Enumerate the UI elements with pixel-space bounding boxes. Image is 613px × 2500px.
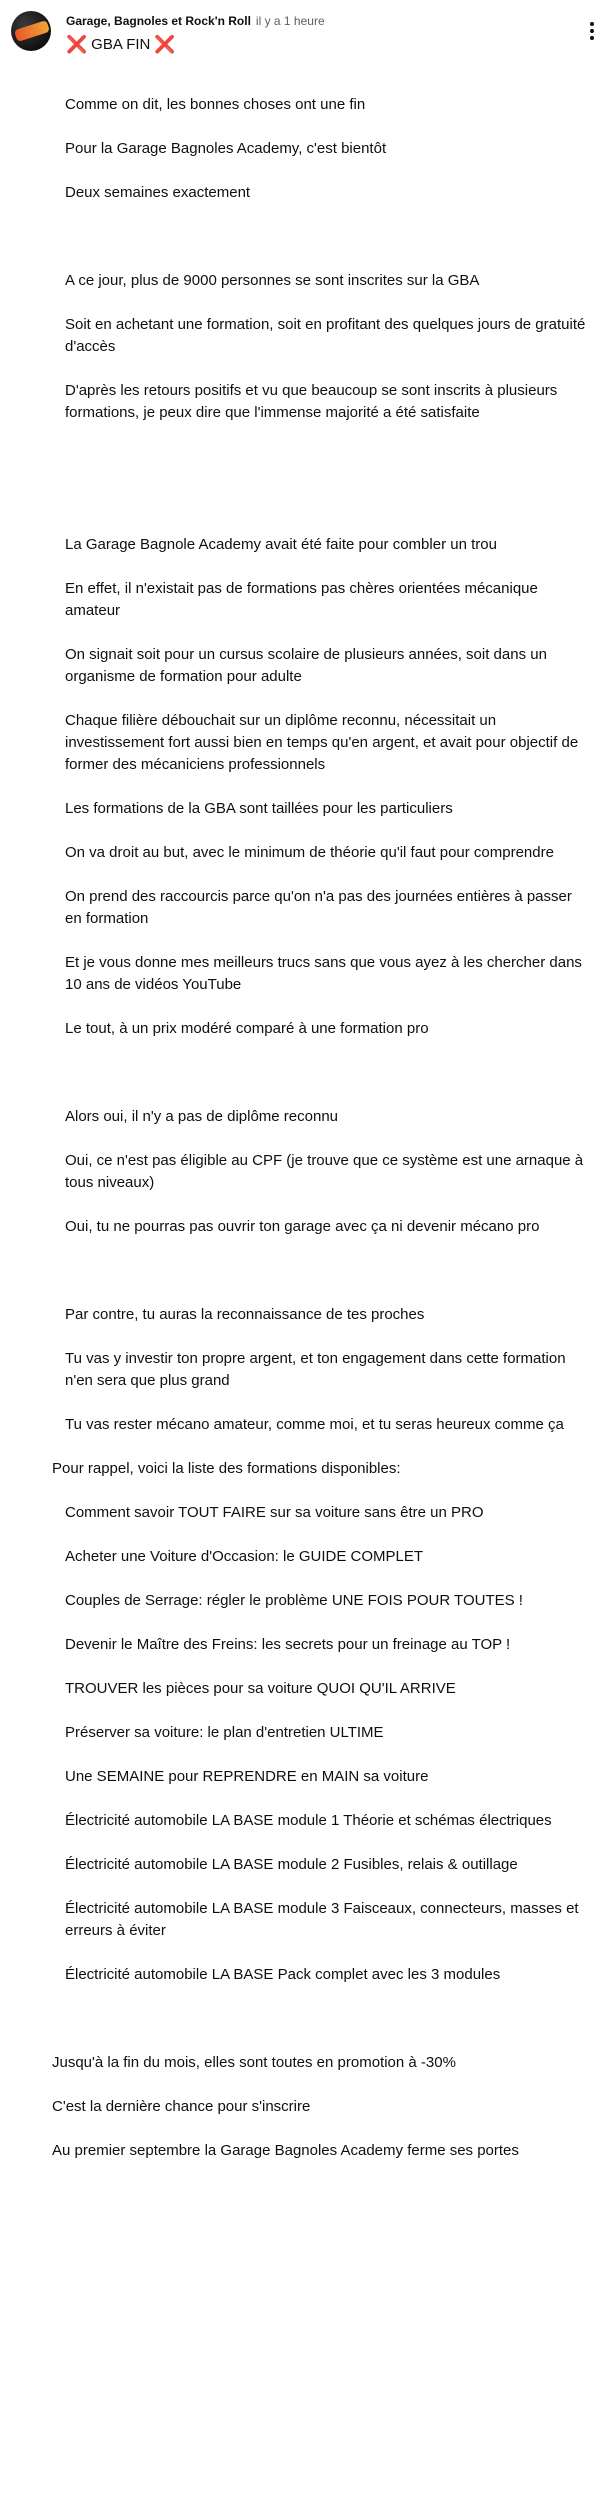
post-paragraph: Par contre, tu auras la reconnaissance de tes proches: [65, 1306, 425, 1323]
formation-item: Acheter une Voiture d'Occasion: le GUIDE COMPLET: [65, 1548, 424, 1565]
formation-item: Une SEMAINE pour REPRENDRE en MAIN sa voiture: [65, 1768, 429, 1785]
channel-avatar[interactable]: [11, 11, 51, 51]
post-paragraph: C'est la dernière chance pour s'inscrire: [52, 2098, 311, 2115]
post-paragraph: On va droit au but, avec le minimum de théorie qu'il faut pour comprendre: [65, 844, 554, 861]
cross-mark-icon: ❌: [154, 35, 176, 54]
post-paragraph: Pour la Garage Bagnoles Academy, c'est bientôt: [65, 140, 387, 157]
post-paragraph: D'après les retours positifs et vu que beaucoup se sont inscrits à plusieurs formations, je peux dire que l'immense majorité a été satisfaite: [65, 382, 558, 421]
post-paragraph: Les formations de la GBA sont taillées pour les particuliers: [65, 800, 453, 817]
post-title: [66, 34, 180, 56]
formation-item: Préserver sa voiture: le plan d'entretien ULTIME: [65, 1724, 384, 1741]
formation-item: Électricité automobile LA BASE Pack complet avec les 3 modules: [65, 1966, 501, 1983]
formation-item: Électricité automobile LA BASE module 1 Théorie et schémas électriques: [65, 1812, 552, 1829]
formation-item: Comment savoir TOUT FAIRE sur sa voiture sans être un PRO: [65, 1504, 484, 1521]
post-header: [66, 13, 325, 29]
post-paragraph: Le tout, à un prix modéré comparé à une formation pro: [65, 1020, 429, 1037]
post-paragraph: La Garage Bagnole Academy avait été faite pour combler un trou: [65, 536, 497, 553]
post-paragraph: Alors oui, il n'y a pas de diplôme reconnu: [65, 1108, 339, 1125]
post-paragraph: Tu vas rester mécano amateur, comme moi, et tu seras heureux comme ça: [65, 1416, 564, 1433]
post-paragraph: Pour rappel, voici la liste des formations disponibles:: [52, 1460, 401, 1477]
post-paragraph: Et je vous donne mes meilleurs trucs sans que vous ayez à les chercher dans 10 ans de vidéos YouTube: [65, 954, 582, 993]
post-title-text: GBA FIN: [91, 36, 151, 53]
post-paragraph: En effet, il n'existait pas de formations pas chères orientées mécanique amateur: [65, 580, 538, 619]
post-body: [52, 94, 592, 2184]
post-paragraph: Chaque filière débouchait sur un diplôme reconnu, nécessitait un investissement fort aussi bien en temps qu'en argent, et avait pour objectif de former des mécaniciens professionnels: [65, 712, 579, 773]
formation-item: TROUVER les pièces pour sa voiture QUOI QU'IL ARRIVE: [65, 1680, 456, 1697]
post-paragraph: On signait soit pour un cursus scolaire de plusieurs années, soit dans un organisme de formation pour adulte: [65, 646, 547, 685]
post-paragraph: Oui, tu ne pourras pas ouvrir ton garage avec ça ni devenir mécano pro: [65, 1218, 540, 1235]
post-paragraph: On prend des raccourcis parce qu'on n'a pas des journées entières à passer en formation: [65, 888, 572, 927]
post-paragraph: Jusqu'à la fin du mois, elles sont toutes en promotion à -30%: [52, 2054, 456, 2071]
formation-item: Couples de Serrage: régler le problème UNE FOIS POUR TOUTES !: [65, 1592, 523, 1609]
post-time: il y a 1 heure: [255, 14, 325, 28]
channel-name[interactable]: Garage, Bagnoles et Rock'n Roll: [66, 14, 251, 28]
post-paragraph: Soit en achetant une formation, soit en profitant des quelques jours de gratuité d'accès: [65, 316, 586, 355]
formation-item: Électricité automobile LA BASE module 3 Faisceaux, connecteurs, masses et erreurs à éviter: [65, 1900, 579, 1939]
cross-mark-icon: ❌: [66, 35, 88, 54]
post-paragraph: Comme on dit, les bonnes choses ont une fin: [65, 96, 366, 113]
more-options-icon[interactable]: [587, 22, 597, 42]
formation-item: Devenir le Maître des Freins: les secrets pour un freinage au TOP !: [65, 1636, 511, 1653]
formation-item: Électricité automobile LA BASE module 2 Fusibles, relais & outillage: [65, 1856, 518, 1873]
post-paragraph: Tu vas y investir ton propre argent, et ton engagement dans cette formation n'en sera que plus grand: [65, 1350, 566, 1389]
post-paragraph: Deux semaines exactement: [65, 184, 251, 201]
post-paragraph: Au premier septembre la Garage Bagnoles Academy ferme ses portes: [52, 2142, 519, 2159]
post-paragraph: A ce jour, plus de 9000 personnes se sont inscrites sur la GBA: [65, 272, 480, 289]
post-paragraph: Oui, ce n'est pas éligible au CPF (je trouve que ce système est une arnaque à tous niveaux): [65, 1152, 584, 1191]
